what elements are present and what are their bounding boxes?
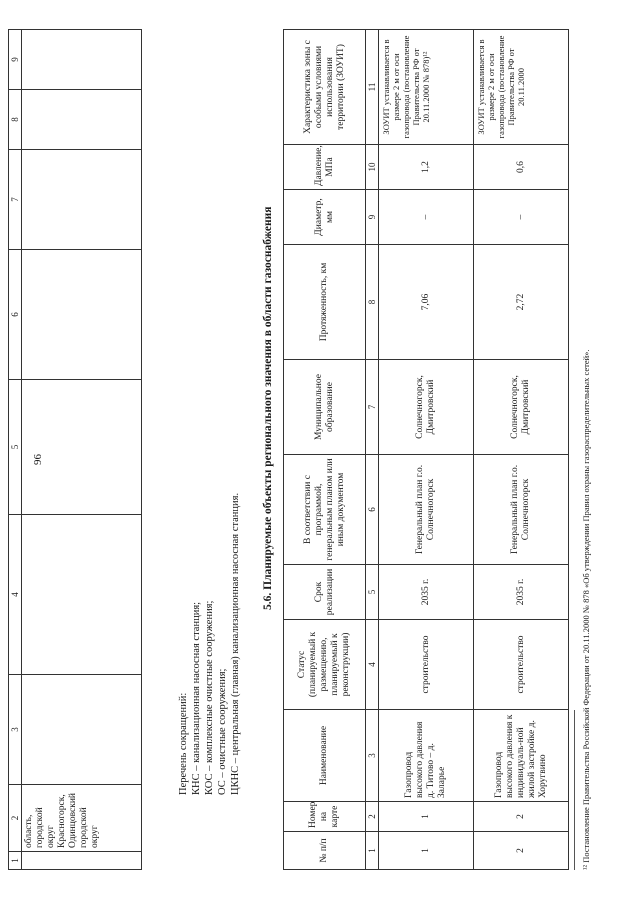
column-number: 7 <box>366 360 379 455</box>
header-cell: Номер на карте <box>284 802 366 832</box>
header-cell: В соответствии с программой, генеральным планом или иным документом <box>284 455 366 565</box>
legend-item: КОС – комплексные очистные сооружения; <box>204 600 215 795</box>
top-col-1: 1 <box>9 852 22 870</box>
header-cell: Срок реализации <box>284 565 366 620</box>
gas-table-number-row <box>366 30 379 870</box>
table-row <box>474 30 569 870</box>
zone-description: ЗОУИТ устанавливается в размере 2 м от оси газопровода (постановление Правительства РФ от 20.11.2000 <box>474 30 569 145</box>
source-document: Генеральный план г.о. Солнечногорск <box>379 455 474 565</box>
table-row <box>379 30 474 870</box>
header-cell: Наименование <box>284 710 366 802</box>
row-number: 1 <box>379 832 474 870</box>
header-cell: Давление, МПа <box>284 145 366 190</box>
top-col-4: 4 <box>9 515 22 675</box>
header-cell: Протяженность, км <box>284 245 366 360</box>
legend-item: ЦКНС – центральная (главная) канализационная насосная станция. <box>230 492 241 795</box>
footnote: ¹² Постановление Правительства Российской Федерации от 20.11.2000 № 878 «Об утверждении Правил охраны газораспределительных сетей». <box>581 349 591 870</box>
pressure-mpa: 1,2 <box>379 145 474 190</box>
map-number: 2 <box>474 802 569 832</box>
object-status: строительство <box>474 620 569 710</box>
column-number: 9 <box>366 190 379 245</box>
implementation-term: 2035 г. <box>474 565 569 620</box>
diameter-mm: – <box>474 190 569 245</box>
column-number: 8 <box>366 245 379 360</box>
header-cell: № п/п <box>284 832 366 870</box>
top-col-6: 6 <box>9 250 22 380</box>
header-cell: Муниципальное образование <box>284 360 366 455</box>
column-number: 6 <box>366 455 379 565</box>
diameter-mm: – <box>379 190 474 245</box>
top-col-2: 2 <box>9 785 22 852</box>
section-title: 5.6. Планируемые объекты регионального значения в области газоснабжения <box>262 206 274 610</box>
object-name: Газопровод высокого давления д. Титово – д. Заларье <box>379 710 474 802</box>
municipality: Солнечногорск, Дмитровский <box>379 360 474 455</box>
zone-description: ЗОУИТ устанавливается в размере 2 м от оси газопровода (постановление Правительства РФ от 20.11.2000 № 878)¹² <box>379 30 474 145</box>
object-status: строительство <box>379 620 474 710</box>
footnote-divider <box>574 710 575 870</box>
legend-item: ОС – очистные сооружения; <box>217 668 228 795</box>
implementation-term: 2035 г. <box>379 565 474 620</box>
header-cell: Характеристика зоны с особыми условиями использования территории (ЗОУИТ) <box>284 30 366 145</box>
header-cell: Диаметр, мм <box>284 190 366 245</box>
header-cell: Статус (планируемый к размещению, планируемый к реконструкции) <box>284 620 366 710</box>
gas-table <box>283 29 569 870</box>
length-km: 2,72 <box>474 245 569 360</box>
top-table-row <box>22 30 142 870</box>
source-document: Генеральный план г.о. Солнечногорск <box>474 455 569 565</box>
column-number: 2 <box>366 802 379 832</box>
top-col-7: 7 <box>9 150 22 250</box>
column-number: 11 <box>366 30 379 145</box>
pressure-mpa: 0,6 <box>474 145 569 190</box>
gas-table-header <box>284 30 366 870</box>
column-number: 4 <box>366 620 379 710</box>
top-table <box>8 29 142 870</box>
legend-item: КНС – канализационная насосная станция; <box>191 601 202 795</box>
top-table-number-row <box>9 30 22 870</box>
top-col-8: 8 <box>9 90 22 150</box>
page-number: 96 <box>32 454 44 465</box>
object-name: Газопровод высокого давления к индивидуаль-ной жилой застройке д. Хоругвино <box>474 710 569 802</box>
top-col-9: 9 <box>9 30 22 90</box>
top-col-5: 5 <box>9 380 22 515</box>
column-number: 1 <box>366 832 379 870</box>
row-number: 2 <box>474 832 569 870</box>
map-number: 1 <box>379 802 474 832</box>
municipality: Солнечногорск, Дмитровский <box>474 360 569 455</box>
length-km: 7,06 <box>379 245 474 360</box>
legend-title: Перечень сокращений: <box>178 692 189 795</box>
column-number: 10 <box>366 145 379 190</box>
column-number: 3 <box>366 710 379 802</box>
column-number: 5 <box>366 565 379 620</box>
abbreviations-legend <box>177 375 242 795</box>
top-col-3: 3 <box>9 675 22 785</box>
top-table-cell-text: область, городской округ Красногорск, Одинцовский городской округ <box>22 785 142 852</box>
